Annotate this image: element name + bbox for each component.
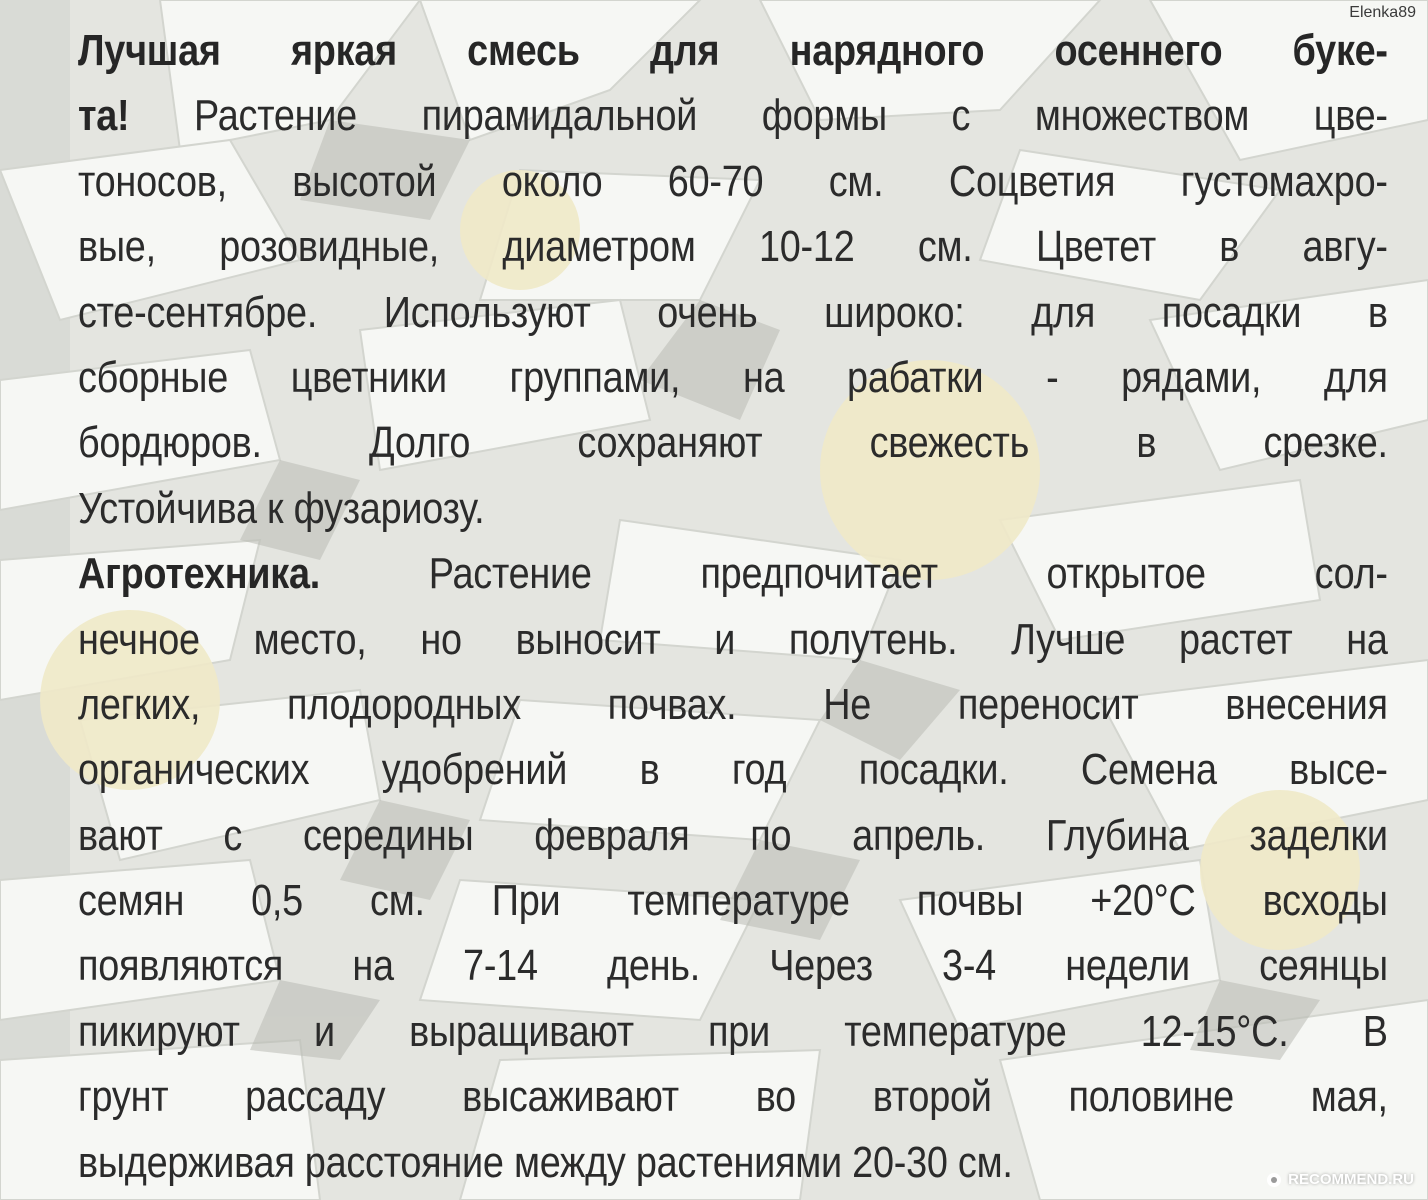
word: свежесть bbox=[869, 418, 1030, 468]
word: вают bbox=[78, 810, 163, 860]
word: 7-14 bbox=[463, 941, 538, 991]
word: посадки bbox=[1161, 287, 1302, 337]
word: +20°С bbox=[1090, 876, 1196, 926]
word: формы bbox=[761, 91, 887, 141]
word: 10-12 bbox=[758, 222, 855, 272]
text-line bbox=[78, 933, 1388, 998]
word: расстояние bbox=[304, 1137, 514, 1187]
word: Семена bbox=[1080, 745, 1217, 795]
word: февраля bbox=[534, 810, 690, 860]
word: год bbox=[731, 745, 787, 795]
word: растениями bbox=[635, 1137, 853, 1187]
word: посадки. bbox=[858, 745, 1009, 795]
word: около bbox=[501, 156, 603, 206]
word: буке- bbox=[1292, 26, 1388, 75]
word: растет bbox=[1179, 614, 1293, 664]
word: между bbox=[513, 1137, 636, 1187]
word: выращивают bbox=[409, 1006, 634, 1056]
word: очень bbox=[657, 287, 758, 337]
word: см. bbox=[828, 156, 884, 206]
word: В bbox=[1362, 1006, 1388, 1056]
word: рядами, bbox=[1121, 352, 1262, 402]
word: появляются bbox=[78, 941, 284, 991]
word: см. bbox=[917, 222, 973, 272]
word: При bbox=[491, 876, 561, 926]
word: открытое bbox=[1046, 549, 1206, 599]
word: осеннего bbox=[1054, 26, 1223, 75]
text-line bbox=[78, 1130, 1388, 1195]
word: половине bbox=[1068, 1072, 1234, 1122]
word: нечное bbox=[78, 614, 200, 664]
word: легких, bbox=[78, 679, 201, 729]
word: Агротехника. bbox=[78, 549, 321, 599]
word: середины bbox=[302, 810, 474, 860]
word: - bbox=[1046, 352, 1059, 402]
word: к bbox=[267, 483, 294, 533]
word: 0,5 bbox=[251, 876, 303, 926]
word: сеянцы bbox=[1259, 941, 1388, 991]
watermark-site bbox=[1266, 1171, 1414, 1188]
word: Соцветия bbox=[948, 156, 1116, 206]
watermark-site-text: RECOMMEND.RU bbox=[1288, 1171, 1414, 1188]
text-line bbox=[78, 410, 1388, 475]
word: переносит bbox=[957, 679, 1139, 729]
word: всходы bbox=[1262, 876, 1388, 926]
word: розовидные, bbox=[219, 222, 439, 272]
word: см. bbox=[370, 876, 425, 926]
word: авгу- bbox=[1302, 222, 1388, 272]
text-line bbox=[78, 868, 1388, 933]
text-line bbox=[78, 345, 1388, 410]
word: Лучшая bbox=[78, 26, 221, 75]
recommend-logo-icon bbox=[1266, 1172, 1282, 1188]
word: Растение bbox=[194, 91, 357, 141]
word: пирамидальной bbox=[421, 91, 698, 141]
word: грунт bbox=[78, 1072, 169, 1122]
text-line bbox=[78, 83, 1388, 148]
word: для bbox=[650, 26, 720, 75]
word: сборные bbox=[78, 352, 229, 402]
word: срезке. bbox=[1263, 418, 1388, 468]
word: на bbox=[1346, 614, 1388, 664]
paragraph-agrotechnics bbox=[78, 541, 1388, 1195]
word: группами, bbox=[509, 352, 681, 402]
word: по bbox=[750, 810, 792, 860]
word: органических bbox=[78, 745, 310, 795]
word: Лучше bbox=[1011, 614, 1126, 664]
text-line bbox=[78, 803, 1388, 868]
word: и bbox=[714, 614, 736, 664]
text-line bbox=[78, 999, 1388, 1064]
word: 3-4 bbox=[942, 941, 996, 991]
word: высаживают bbox=[462, 1072, 679, 1122]
paragraph-description bbox=[78, 18, 1388, 541]
word: смесь bbox=[467, 26, 580, 75]
word: во bbox=[755, 1072, 796, 1122]
word: широко: bbox=[824, 287, 965, 337]
word: пикируют bbox=[78, 1006, 240, 1056]
word: для bbox=[1323, 352, 1388, 402]
word: день. bbox=[606, 941, 700, 991]
word: густомахро- bbox=[1180, 156, 1388, 206]
text-line bbox=[78, 737, 1388, 802]
word: почвах. bbox=[607, 679, 737, 729]
word: в bbox=[639, 745, 660, 795]
word: см. bbox=[957, 1137, 1013, 1187]
word: в bbox=[1367, 287, 1388, 337]
word: яркая bbox=[290, 26, 397, 75]
word: Устойчива bbox=[78, 483, 268, 533]
word: 60-70 bbox=[667, 156, 764, 206]
word: выдерживая bbox=[78, 1137, 305, 1187]
word: апрель. bbox=[852, 810, 986, 860]
word: с bbox=[951, 91, 971, 141]
word: полутень. bbox=[788, 614, 958, 664]
word: при bbox=[708, 1006, 770, 1056]
word: место, bbox=[253, 614, 367, 664]
text-line bbox=[78, 1064, 1388, 1129]
word: рассаду bbox=[245, 1072, 386, 1122]
text-line bbox=[78, 18, 1388, 83]
word: недели bbox=[1065, 941, 1190, 991]
word: та! bbox=[78, 91, 130, 141]
word: бордюров. bbox=[78, 418, 262, 468]
word: в bbox=[1136, 418, 1157, 468]
word: 20-30 bbox=[852, 1137, 958, 1187]
text-line bbox=[78, 149, 1388, 214]
watermark-username: Elenka89 bbox=[1349, 4, 1416, 21]
word: фузариозу. bbox=[293, 483, 485, 533]
word: удобрений bbox=[381, 745, 568, 795]
text-line bbox=[78, 280, 1388, 345]
word: Не bbox=[823, 679, 872, 729]
word: и bbox=[313, 1006, 335, 1056]
word: но bbox=[420, 614, 462, 664]
word: 12-15°С. bbox=[1140, 1006, 1289, 1056]
word: плодородных bbox=[287, 679, 521, 729]
word: Используют bbox=[383, 287, 591, 337]
word: рабатки bbox=[847, 352, 984, 402]
word: диаметром bbox=[502, 222, 696, 272]
word: выносит bbox=[515, 614, 661, 664]
text-line bbox=[78, 541, 1388, 606]
word: Цветет bbox=[1035, 222, 1156, 272]
word: множеством bbox=[1034, 91, 1250, 141]
text-line bbox=[78, 214, 1388, 279]
article-text bbox=[78, 18, 1388, 1195]
word: температуре bbox=[844, 1006, 1067, 1056]
word: заделки bbox=[1249, 810, 1388, 860]
word: нарядного bbox=[789, 26, 985, 75]
word: с bbox=[223, 810, 243, 860]
word: внесения bbox=[1225, 679, 1388, 729]
word: цве- bbox=[1313, 91, 1388, 141]
word: Глубина bbox=[1045, 810, 1189, 860]
word: на bbox=[742, 352, 785, 402]
word: цветники bbox=[290, 352, 447, 402]
word: высе- bbox=[1289, 745, 1388, 795]
word: в bbox=[1219, 222, 1240, 272]
word: Долго bbox=[369, 418, 471, 468]
word: второй bbox=[872, 1072, 992, 1122]
word: для bbox=[1031, 287, 1096, 337]
word: мая, bbox=[1310, 1072, 1388, 1122]
word: Растение bbox=[428, 549, 592, 599]
word: высотой bbox=[292, 156, 437, 206]
word: почвы bbox=[916, 876, 1024, 926]
text-line bbox=[78, 672, 1388, 737]
word: сте-сентябре. bbox=[78, 287, 318, 337]
word: сохраняют bbox=[577, 418, 763, 468]
word: температуре bbox=[627, 876, 850, 926]
word: семян bbox=[78, 876, 185, 926]
word: сол- bbox=[1314, 549, 1388, 599]
word: вые, bbox=[78, 222, 156, 272]
word: предпочитает bbox=[700, 549, 938, 599]
text-line bbox=[78, 476, 1388, 541]
word: Через bbox=[769, 941, 873, 991]
word: тоносов, bbox=[78, 156, 227, 206]
text-line bbox=[78, 607, 1388, 672]
word: на bbox=[352, 941, 394, 991]
